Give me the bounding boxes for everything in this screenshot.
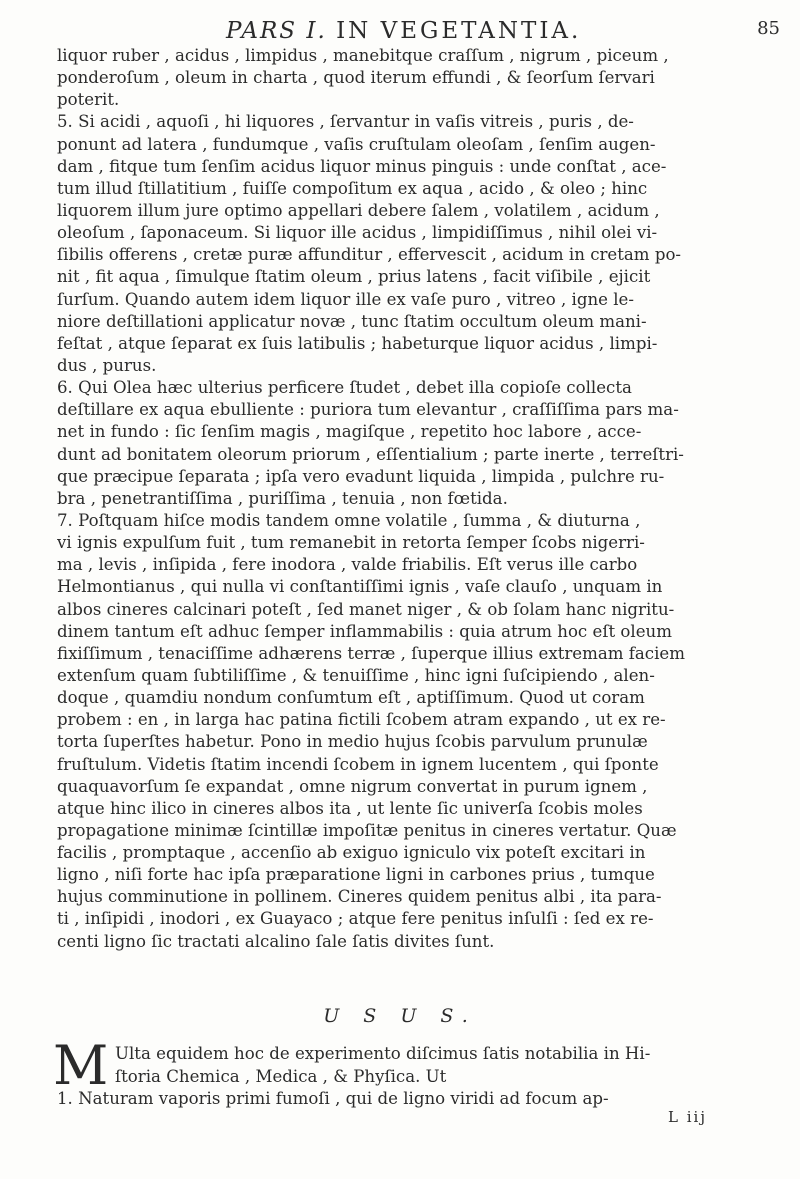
- text-line: 6. Qui Olea hæc ulterius perficere ſtudet , debet illa copioſe collecta: [57, 378, 632, 398]
- text-line: quaquavorſum ſe expandat , omne nigrum convertat in purum ignem ,: [57, 776, 648, 796]
- text-line: probem : en , in larga hac patina fictili ſcobem atram expando , ut ex re-: [57, 710, 666, 730]
- text-line: net in fundo : ſic ſenſim magis , magiſque , repetito hoc labore , acce-: [57, 422, 642, 442]
- text-line: tum illud ſtillatitium , fuiſſe compoſitum ex aqua , acido , & oleo ; hinc: [57, 178, 648, 198]
- text-line: poterit.: [57, 90, 120, 110]
- usus-paragraph: [53, 1034, 787, 1111]
- running-title-in: IN: [336, 18, 372, 44]
- text-line: facilis , promptaque , accenſio ab exiguo igniculo vix poteſt excitari in: [57, 843, 646, 863]
- running-title-pars: PARS I.: [226, 18, 327, 44]
- text-line: liquor ruber , acidus , limpidus , manebitque craſſum , nigrum , piceum ,: [57, 46, 669, 65]
- text-line: fruſtulum. Videtis ſtatim incendi ſcobem in ignem lucentem , qui ſponte: [57, 754, 659, 774]
- text-line: doque , quamdiu nondum conſumtum eſt , aptiſſimum. Quod ut coram: [57, 688, 645, 708]
- text-line: 7. Poſtquam hiſce modis tandem omne volatile , ſumma , & diuturna ,: [57, 510, 641, 530]
- page-number: 85: [757, 18, 780, 39]
- text-line: ti , inſipidi , inodori , ex Guayaco ; atque fere penitus inſulſi : ſed ex re-: [57, 909, 654, 929]
- text-line: fixiſſimum , tenaciſſime adhærens terræ , ſuperque illius extremam faciem: [57, 643, 685, 663]
- text-line: ponunt ad latera , fundumque , vaſis cruſtulam oleoſam , ſenſim augen-: [57, 134, 656, 154]
- text-line: deſtillare ex aqua ebulliente : puriora tum elevantur , craſſiſſima pars ma-: [57, 400, 679, 420]
- body-text: [57, 45, 787, 953]
- text-line: torta ſuperſtes habetur. Pono in medio hujus ſcobis parvulum prunulæ: [57, 732, 648, 752]
- section-heading-usus: U S U S.: [323, 1005, 477, 1027]
- text-line: oleoſum , ſaponaceum. Si liquor ille acidus , limpidiſſimus , nihil olei vi-: [57, 223, 658, 243]
- text-line: 5. Si acidi , aquoſi , hi liquores , ſervantur in vaſis vitreis , puris , de-: [57, 112, 634, 132]
- text-line: ſurſum. Quando autem idem liquor ille ex vaſe puro , vitreo , igne le-: [57, 289, 634, 309]
- text-line: 1. Naturam vaporis primi fumoſi , qui de ligno viridi ad focum ap-: [57, 1089, 609, 1108]
- text-line: ligno , niſi forte hac ipſa præparatione ligni in carbones prius , tumque: [57, 865, 655, 885]
- text-line: que præcipue ſeparata ; ipſa vero evadunt liquida , limpida , pulchre ru-: [57, 466, 665, 486]
- text-line: atque hinc ilico in cineres albos ita , ut lente ſic univerſa ſcobis moles: [57, 798, 643, 818]
- text-line: ma , levis , inſipida , fere inodora , valde friabilis. Eſt verus ille carbo: [57, 555, 638, 575]
- text-line: hujus comminutione in pollinem. Cineres quidem penitus albi , ita para-: [57, 887, 662, 907]
- text-line: dinem tantum eſt adhuc ſemper inflammabilis : quia atrum hoc eſt oleum: [57, 621, 672, 641]
- text-line: Helmontianus , qui nulla vi conſtantiſſimi ignis , vaſe clauſo , unquam in: [57, 577, 663, 597]
- text-line: ſtoria Chemica , Medica , & Phyſica. Ut: [115, 1066, 447, 1086]
- text-line: ſibilis offerens , cretæ puræ affunditur , effervescit , acidum in cretam po-: [57, 245, 682, 265]
- running-title: [226, 18, 581, 44]
- text-line: centi ligno ſic tractati alcalino ſale ſatis divites ſunt.: [57, 931, 495, 951]
- text-line: dam , fitque tum ſenſim acidus liquor minus pinguis : unde conſtat , ace-: [57, 156, 667, 176]
- text-line: bra , penetrantiſſima , puriſſima , tenuia , non fœtida.: [57, 488, 508, 508]
- text-line: niore deſtillationi applicatur novæ , tunc ſtatim occultum oleum mani-: [57, 311, 647, 331]
- drop-cap: M: [53, 1034, 109, 1097]
- text-line: liquorem illum jure optimo appellari debere ſalem , volatilem , acidum ,: [57, 200, 660, 220]
- signature-mark: L iij: [668, 1108, 707, 1126]
- running-title-main: VEGETANTIA.: [380, 18, 582, 44]
- text-line: extenſum quam ſubtiliſſime , & tenuiſſime , hinc igni ſuſcipiendo , alen-: [57, 665, 655, 685]
- text-line: nit , fit aqua , ſimulque ſtatim oleum , prius latens , facit viſibile , ejicit: [57, 267, 651, 287]
- text-line: vi ignis expulſum fuit , tum remanebit in retorta ſemper ſcobs nigerri-: [57, 533, 645, 553]
- text-line: propagatione minimæ ſcintillæ impoſitæ penitus in cineres vertatur. Quæ: [57, 820, 677, 840]
- text-line: albos cineres calcinari poteſt , ſed manet niger , & ob ſolam hanc nigritu-: [57, 599, 675, 619]
- text-line: ponderoſum , oleum in charta , quod iterum effundi , & ſeorſum ſervari: [57, 68, 655, 88]
- text-line: Ulta equidem hoc de experimento diſcimus ſatis notabilia in Hi-: [115, 1044, 651, 1063]
- text-line: dus , purus.: [57, 355, 157, 375]
- text-line: dunt ad bonitatem oleorum priorum , eſſentialium ; parte inerte , terreſtri-: [57, 444, 684, 464]
- text-line: feſtat , atque ſeparat ex ſuis latibulis ; habeturque liquor acidus , limpi-: [57, 333, 658, 353]
